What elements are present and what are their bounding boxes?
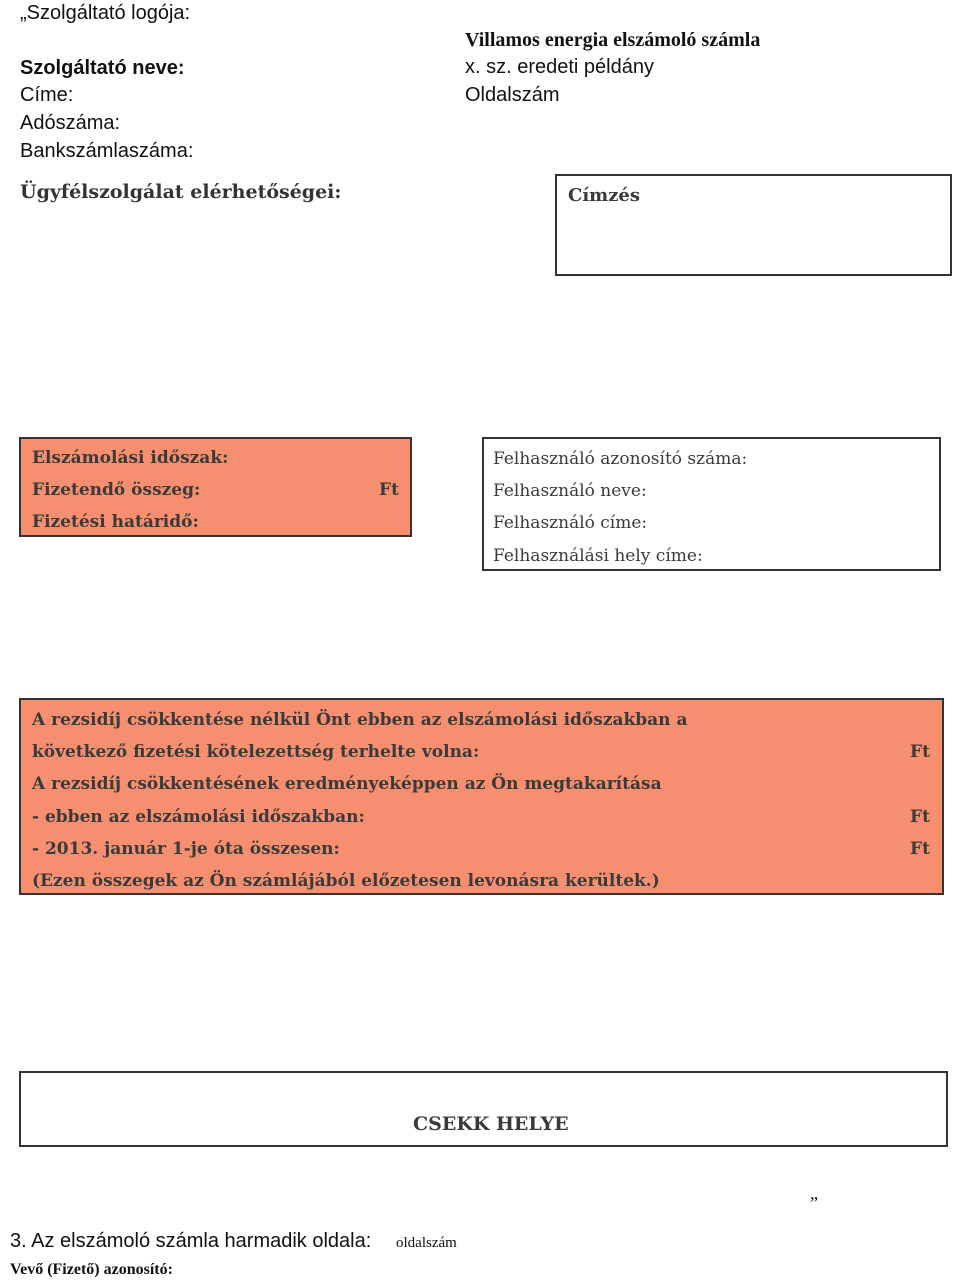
invoice-copy: x. sz. eredeti példány: [465, 56, 654, 78]
provider-bank-label: Bankszámlaszáma:: [20, 140, 194, 162]
provider-address-label: Címe:: [20, 84, 74, 106]
billing-amount-unit: Ft: [379, 480, 399, 500]
savings-line-4: - ebben az elszámolási időszakban:: [32, 807, 365, 827]
user-box: [482, 437, 941, 571]
quote-mark: „: [810, 1183, 818, 1203]
invoice-title: Villamos energia elszámoló számla: [465, 29, 761, 51]
provider-tax-label: Adószáma:: [20, 112, 121, 134]
savings-line-3: A rezsidíj csökkentésének eredményeképpen az Ön megtakarítása: [32, 774, 662, 794]
user-name-label: Felhasználó neve:: [493, 481, 647, 501]
savings-line-6: (Ezen összegek az Ön számlájából előzetesen levonásra kerültek.): [32, 871, 660, 891]
billing-period-label: Elszámolási időszak:: [32, 448, 229, 468]
buyer-id-label: Vevő (Fizető) azonosító:: [10, 1261, 173, 1278]
savings-line-2: következő fizetési kötelezettség terhelte volna:: [32, 742, 480, 762]
third-page-heading: 3. Az elszámoló számla harmadik oldala:: [10, 1230, 372, 1252]
page-number-label: oldalszám: [396, 1235, 457, 1251]
billing-due-label: Fizetési határidő:: [32, 512, 199, 532]
cheque-label: CSEKK HELYE: [413, 1113, 569, 1135]
savings-line-5: - 2013. január 1-je óta összesen:: [32, 839, 340, 859]
savings-line-1: A rezsidíj csökkentése nélkül Önt ebben az elszámolási időszakban a: [32, 710, 688, 730]
addressee-label: Címzés: [568, 185, 641, 206]
user-address-label: Felhasználó címe:: [493, 513, 648, 533]
billing-amount-label: Fizetendő összeg:: [32, 480, 201, 500]
user-site-label: Felhasználási hely címe:: [493, 546, 703, 566]
user-id-label: Felhasználó azonosító száma:: [493, 449, 748, 469]
provider-name-label: Szolgáltató neve:: [20, 57, 185, 79]
savings-box: [19, 698, 944, 895]
provider-logo-label: „Szolgáltató logója:: [20, 2, 191, 24]
customer-service-label: Ügyfélszolgálat elérhetőségei:: [20, 181, 342, 203]
savings-line-5-unit: Ft: [910, 839, 930, 859]
savings-line-4-unit: Ft: [910, 807, 930, 827]
billing-box: [19, 437, 412, 537]
cheque-box: [19, 1071, 948, 1147]
addressee-box: [555, 174, 952, 276]
invoice-page: Oldalszám: [465, 84, 560, 106]
savings-line-2-unit: Ft: [910, 742, 930, 762]
